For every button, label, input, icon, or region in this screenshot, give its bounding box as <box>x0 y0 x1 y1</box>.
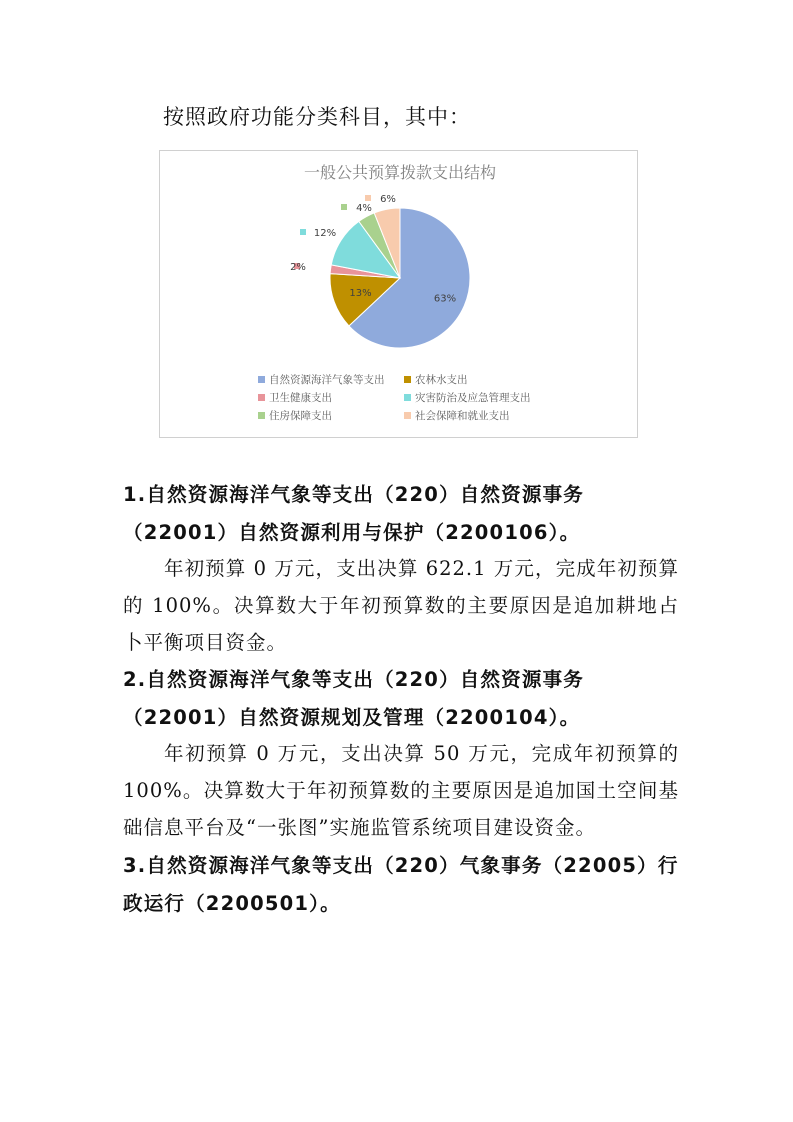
pie-slices <box>330 208 470 348</box>
section-1-heading: 1.自然资源海洋气象等支出（220）自然资源事务（22001）自然资源利用与保护（2200106）。 <box>123 483 584 544</box>
legend-label-3: 卫生健康支出 <box>269 392 332 404</box>
legend-swatch-4 <box>404 394 411 401</box>
legend-swatch-1 <box>258 376 265 383</box>
pie-slice-label-6: 6% <box>380 194 396 205</box>
pie-slice-label-4: 12% <box>313 228 337 239</box>
section-3-heading: 3.自然资源海洋气象等支出（220）气象事务（22005）行政运行（2200501）。 <box>123 854 679 915</box>
legend-swatch-3 <box>258 394 265 401</box>
legend-label-6: 社会保障和就业支出 <box>415 410 510 422</box>
pie-label-marker-4 <box>300 229 306 235</box>
legend-label-1: 自然资源海洋气象等支出 <box>269 374 385 386</box>
pie-slice-label-5: 4% <box>356 203 372 214</box>
section-1-body: 年初预算 0 万元，支出决算 622.1 万元，完成年初预算的 100%。决算数大于年初预算数的主要原因是追加耕地占卜平衡项目资金。 <box>123 557 679 654</box>
legend-label-4: 灾害防治及应急管理支出 <box>415 392 531 404</box>
pie-slice-label-1: 63% <box>433 293 457 305</box>
legend-swatch-2 <box>404 376 411 383</box>
pie-label-marker-6 <box>365 195 371 201</box>
chart-legend <box>258 373 531 422</box>
section-2-heading: 2.自然资源海洋气象等支出（220）自然资源事务（22001）自然资源规划及管理（2200104）。 <box>123 668 584 729</box>
legend-swatch-5 <box>258 412 265 419</box>
legend-label-5: 住房保障支出 <box>269 410 332 422</box>
pie-chart-panel <box>159 150 638 438</box>
intro-text: 按照政府功能分类科目，其中： <box>163 105 471 129</box>
chart-title: 一般公共预算拨款支出结构 <box>303 163 497 182</box>
section-2-body: 年初预算 0 万元，支出决算 50 万元，完成年初预算的 100%。决算数大于年初预算数的主要原因是追加国土空间基础信息平台及“一张图”实施监管系统项目建设资金。 <box>123 742 679 839</box>
legend-label-2: 农林水支出 <box>415 374 468 386</box>
pie-slice-label-2: 13% <box>349 288 372 300</box>
pie-chart <box>160 151 639 439</box>
pie-label-marker-5 <box>341 204 347 210</box>
pie-slice-label-3: 2% <box>290 262 306 273</box>
legend-swatch-6 <box>404 412 411 419</box>
